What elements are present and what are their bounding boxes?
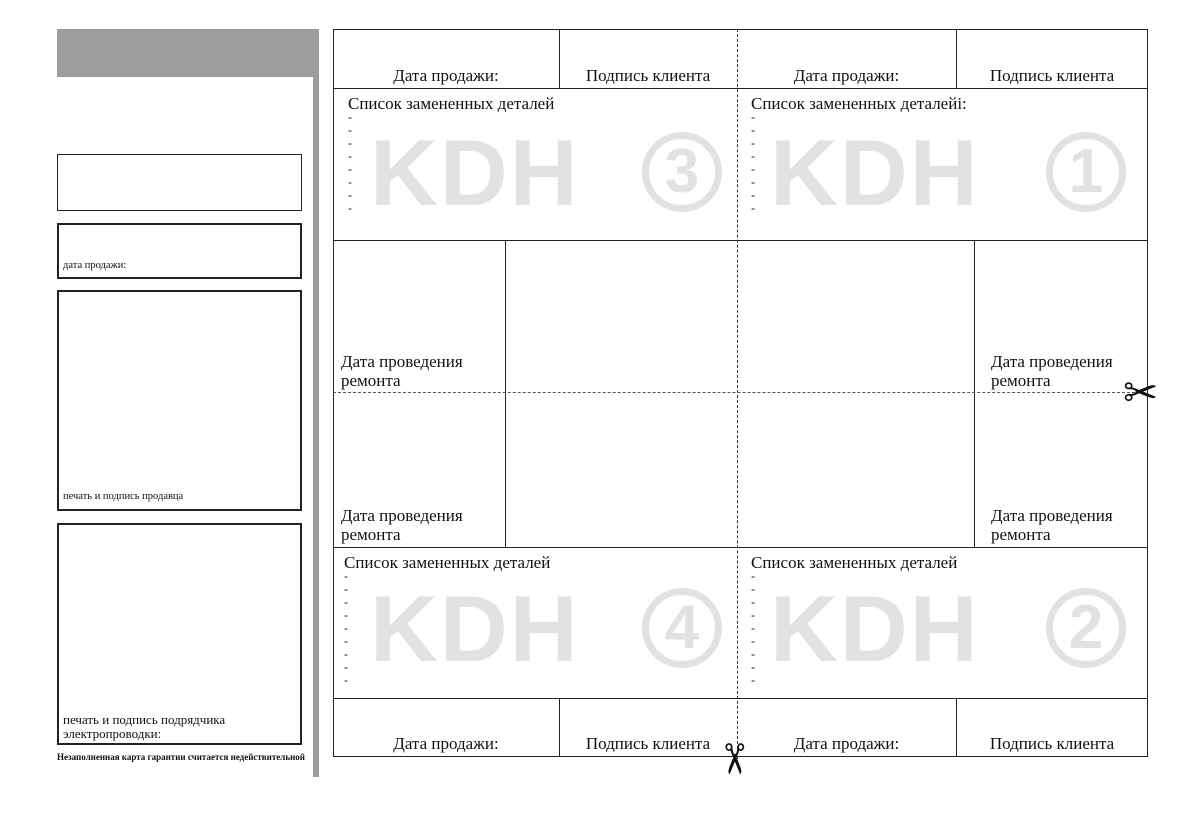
coupon4-parts-lines: - - - - - - - - - bbox=[344, 569, 348, 687]
scissors-icon: ✂ bbox=[709, 741, 759, 777]
coupon2-client-signature-label: Подпись клиента bbox=[989, 734, 1115, 753]
coupon1-parts-title: Список замененных деталейi: bbox=[751, 94, 967, 113]
side-bar bbox=[313, 29, 319, 777]
rule-bottom-footer bbox=[333, 698, 1148, 699]
rule-top-header bbox=[333, 88, 1148, 89]
sale-date-label: дата продажи: bbox=[63, 260, 127, 271]
contractor-stamp-box bbox=[57, 523, 302, 745]
header-bar bbox=[57, 29, 319, 77]
cut-line-horizontal bbox=[333, 392, 1145, 393]
coupon2-parts-lines: - - - - - - - - - bbox=[751, 569, 755, 687]
scissors-icon: ✂ bbox=[1123, 368, 1159, 417]
coupon4-parts-title: Список замененных деталей bbox=[344, 553, 551, 572]
coupon3-parts-lines: - - - - - - - - bbox=[348, 110, 352, 215]
seller-stamp-label: печать и подпись продавца bbox=[63, 491, 184, 502]
watermark-number-1: 1 bbox=[1046, 132, 1126, 212]
watermark-coupon1: KDH bbox=[770, 120, 980, 225]
coupon2-sale-date-label: Дата продажи: bbox=[793, 734, 900, 753]
divider-repair-right bbox=[974, 240, 975, 547]
coupon3-sale-date-label: Дата продажи: bbox=[393, 66, 499, 85]
coupon1-client-signature-label: Подпись клиента bbox=[989, 66, 1115, 85]
watermark-coupon2: KDH bbox=[770, 576, 980, 681]
repair-date-top-left: Дата проведения ремонта bbox=[341, 352, 463, 390]
divider-repair-left bbox=[505, 240, 506, 547]
seller-stamp-box bbox=[57, 290, 302, 511]
coupon3-client-signature-label: Подпись клиента bbox=[585, 66, 711, 85]
repair-date-bottom-left: Дата проведения ремонта bbox=[341, 506, 463, 544]
watermark-number-3: 3 bbox=[642, 132, 722, 212]
repair-date-top-right: Дата проведения ремонта bbox=[991, 352, 1113, 390]
watermark-number-4: 4 bbox=[642, 588, 722, 668]
invalid-note: Незаполненная карта гарантии считается недействительной bbox=[57, 752, 305, 762]
coupon4-sale-date-label: Дата продажи: bbox=[393, 734, 499, 753]
coupon3-parts-title: Список замененных деталей bbox=[348, 94, 555, 113]
repair-date-bottom-right: Дата проведения ремонта bbox=[991, 506, 1113, 544]
coupon4-client-signature-label: Подпись клиента bbox=[585, 734, 711, 753]
watermark-coupon3: KDH bbox=[370, 120, 580, 225]
sale-date-box bbox=[57, 223, 302, 279]
rule-bottom-list bbox=[333, 547, 1148, 548]
contractor-stamp-label: печать и подпись подрядчика электропроводки: bbox=[63, 712, 226, 741]
rule-top-list bbox=[333, 240, 1148, 241]
watermark-coupon4: KDH bbox=[370, 576, 580, 681]
coupon1-sale-date-label: Дата продажи: bbox=[793, 66, 900, 85]
cut-line-vertical bbox=[737, 29, 738, 759]
coupon1-parts-lines: - - - - - - - - bbox=[751, 110, 755, 215]
coupon2-parts-title: Список замененных деталей bbox=[751, 553, 958, 572]
model-box bbox=[57, 154, 302, 211]
watermark-number-2: 2 bbox=[1046, 588, 1126, 668]
